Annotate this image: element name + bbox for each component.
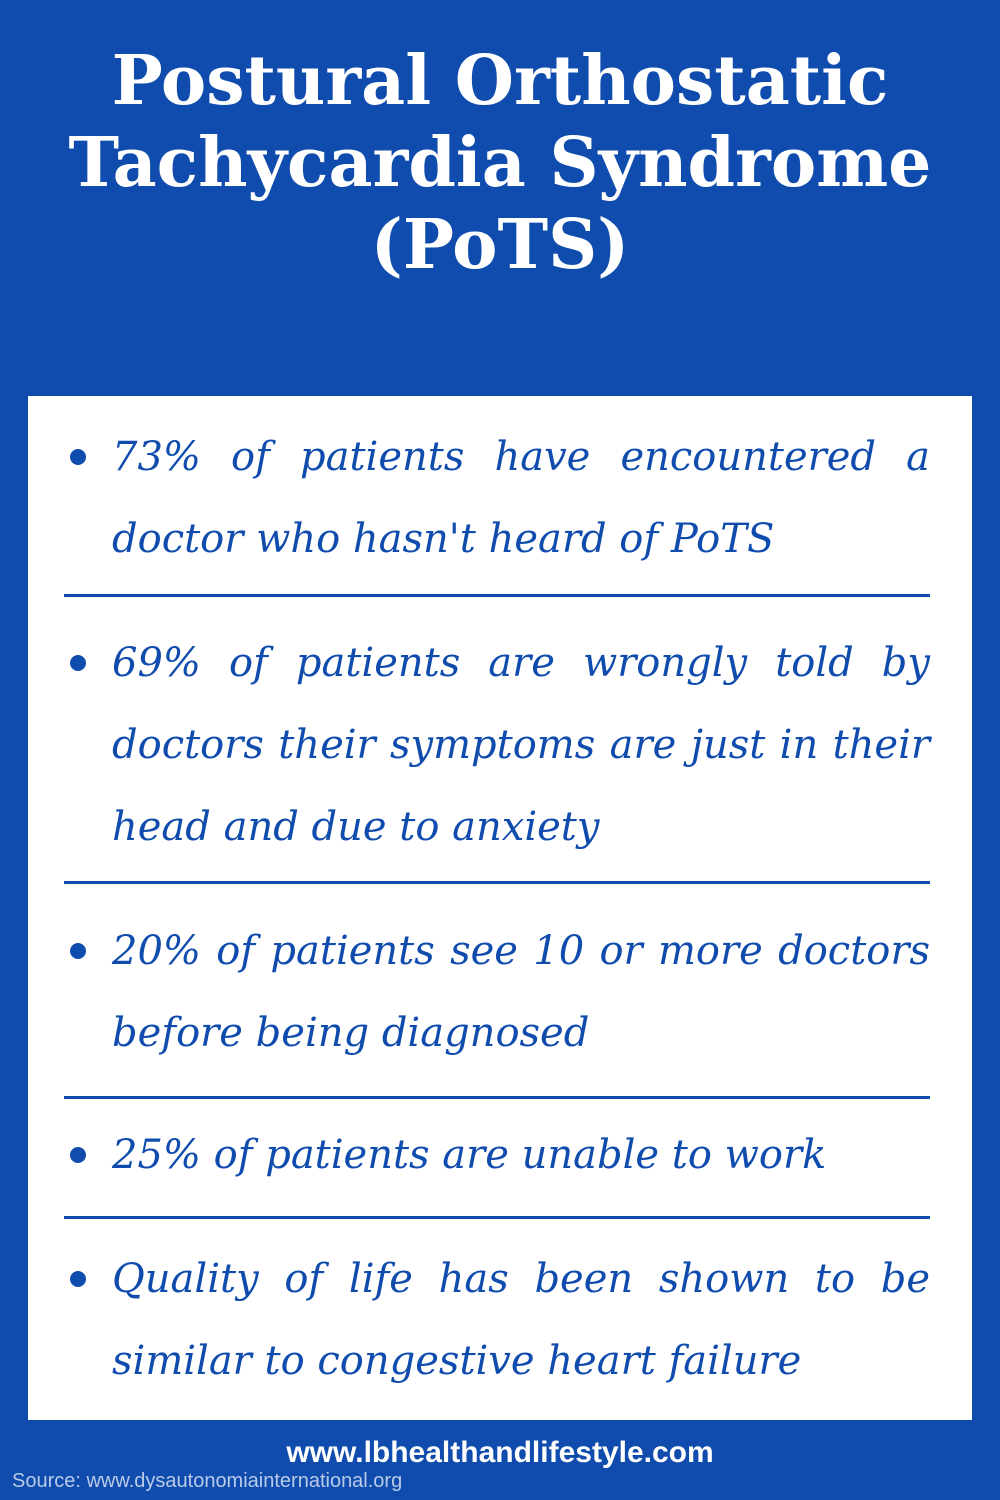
- website-url: www.lbhealthandlifestyle.com: [286, 1436, 714, 1469]
- bullet-icon: [70, 1147, 86, 1163]
- fact-item-ten-doctors: [64, 910, 930, 1074]
- bullet-icon: [70, 449, 86, 465]
- fact-text: 20% of patients see 10 or more doctors before being diagnosed: [112, 928, 930, 1056]
- facts-card: [28, 396, 972, 1420]
- divider: [64, 1216, 930, 1219]
- fact-item-wrongly-told: [64, 622, 930, 868]
- title-line-2: Tachycardia Syndrome: [68, 123, 932, 203]
- page-title: [0, 40, 1000, 286]
- divider: [64, 881, 930, 884]
- fact-text: 69% of patients are wrongly told by doctors their symptoms are just in their head and due to anxiety: [112, 640, 930, 850]
- fact-text: Quality of life has been shown to be similar to congestive heart failure: [112, 1256, 930, 1384]
- bullet-icon: [70, 943, 86, 959]
- fact-text: 73% of patients have encountered a doctor who hasn't heard of PoTS: [112, 434, 930, 562]
- divider: [64, 594, 930, 597]
- source-citation: Source: www.dysautonomiainternational.org: [12, 1470, 403, 1492]
- fact-item-doctor-unaware: [64, 416, 930, 580]
- bullet-icon: [70, 1271, 86, 1287]
- title-line-3: (PoTS): [370, 205, 630, 285]
- fact-item-quality-of-life: [64, 1238, 930, 1402]
- bullet-icon: [70, 655, 86, 671]
- fact-item-unable-to-work: [64, 1114, 930, 1196]
- fact-text: 25% of patients are unable to work: [112, 1132, 827, 1178]
- divider: [64, 1096, 930, 1099]
- title-line-1: Postural Orthostatic: [111, 41, 889, 121]
